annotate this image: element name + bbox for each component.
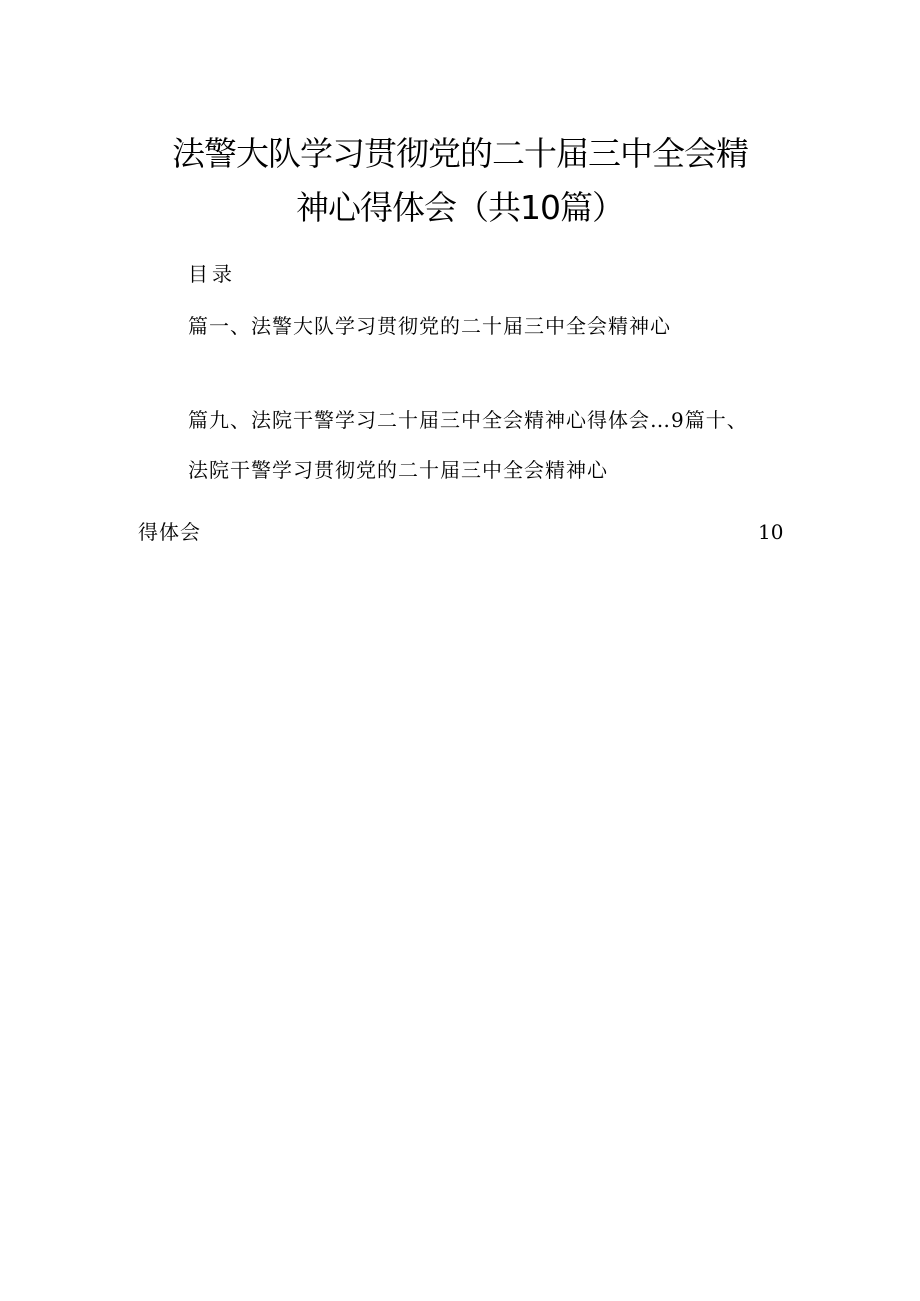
toc-entry[interactable]: 篇九、法院干警学习二十届三中全会精神心得体会…9篇十、: [188, 408, 748, 432]
document-title-line-1: 法警大队学习贯彻党的二十届三中全会精: [172, 134, 748, 173]
document-title-line-2: 神心得体会（共10篇）: [296, 188, 624, 227]
toc-entry[interactable]: 法院干警学习贯彻党的二十届三中全会精神心: [188, 458, 608, 482]
toc-heading: 目录: [188, 262, 236, 286]
toc-entry-continuation[interactable]: 得体会: [138, 520, 201, 544]
toc-page-number: 10: [758, 520, 784, 544]
toc-entry[interactable]: 篇一、法警大队学习贯彻党的二十届三中全会精神心: [188, 314, 671, 338]
